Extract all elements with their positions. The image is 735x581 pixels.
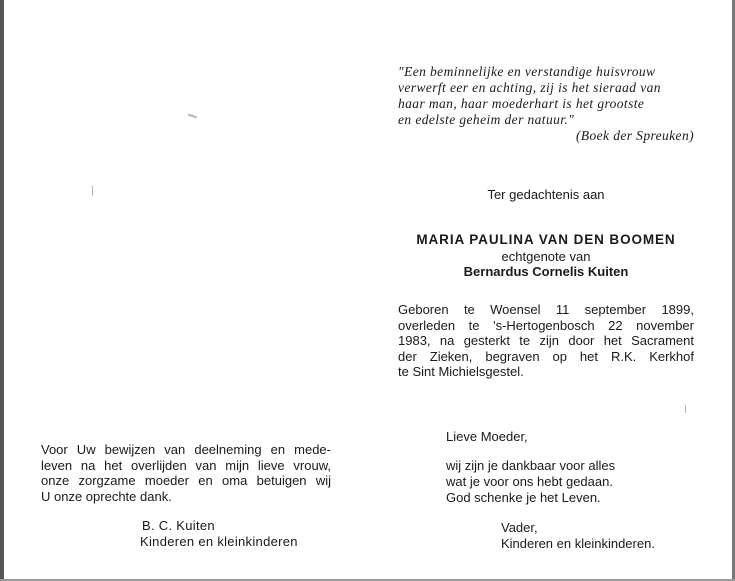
verse-line: wij zijn je dankbaar voor alles (446, 458, 616, 473)
signature-line: Kinderen en kleinkinderen. (501, 536, 655, 551)
quote-source: (Boek der Spreuken) (575, 128, 694, 143)
verse-line: wat je voor ons hebt gedaan. (446, 474, 613, 489)
mother-verse (446, 458, 615, 506)
biography-line: der Zieken, begraven op het R.K. Kerkhof (398, 348, 694, 364)
mother-salutation: Lieve Moeder, (446, 429, 528, 444)
quote-line: haar man, haar moederhart is het grootste (398, 96, 645, 111)
thanks-line: leven na het overlijden van mijn lieve vrouw, (41, 457, 331, 473)
quote-line: verwerft eer en achting, zij is het sieraad van (398, 80, 661, 95)
thanks-paragraph (41, 442, 331, 504)
deceased-name: MARIA PAULINA VAN DEN BOOMEN (416, 232, 676, 247)
quote-line: en edelste geheim der natuur." (398, 112, 575, 127)
scan-speck (92, 186, 93, 196)
spouse-prefix: echtgenote van (501, 249, 591, 264)
biography-line: te Sint Michielsgestel. (398, 364, 524, 379)
thanks-line: U onze oprechte dank. (41, 488, 172, 504)
family-signature (501, 520, 655, 552)
proverb-quote (398, 64, 698, 144)
signature-line: Kinderen en kleinkinderen (140, 534, 298, 549)
thanks-signature (140, 518, 298, 550)
verse-line: God schenke je het Leven. (446, 490, 601, 505)
biography-line: 1983, na gesterkt te zijn door het Sacrament (398, 333, 694, 348)
signature-line: B. C. Kuiten (142, 518, 215, 533)
scan-speck (685, 405, 686, 413)
quote-line: "Een beminnelijke en verstandige huisvrouw (398, 64, 656, 79)
memorial-intro: Ter gedachtenis aan (487, 187, 605, 202)
biography-line: overleden te 's-Hertogenbosch 22 november (398, 317, 694, 333)
biography-line: Geboren te Woensel 11 september 1899, (398, 302, 694, 317)
biography-paragraph (398, 302, 694, 380)
signature-line: Vader, (501, 520, 538, 535)
thanks-line: Voor Uw bewijzen van deelneming en mede- (41, 442, 331, 457)
spouse-name: Bernardus Cornelis Kuiten (463, 264, 629, 279)
scan-speck (188, 114, 197, 119)
thanks-line: onze zorgzame moeder en oma betuigen wij (41, 473, 331, 488)
scan-edge-left (0, 0, 4, 581)
